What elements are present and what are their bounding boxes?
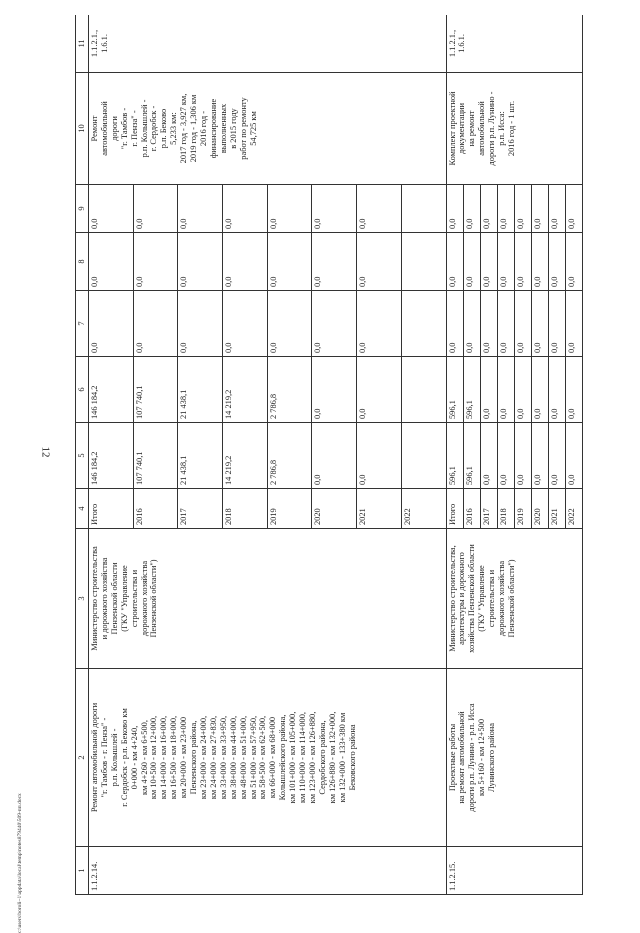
amount-cell: 0,0: [89, 233, 134, 291]
item-indicator: 1.1.2.1., 1.6.1.: [89, 15, 447, 73]
column-number: 1: [76, 847, 89, 895]
amount-cell: 0,0: [531, 357, 548, 423]
amount-cell: 107 740,1: [133, 357, 178, 423]
amount-cell: [401, 233, 446, 291]
footer-file-path: c:\users\boroli~1\appdata\local\temp\notes879440\509-пп.docx: [17, 793, 23, 933]
amount-cell: 0,0: [312, 291, 357, 357]
amount-cell: [401, 185, 446, 233]
amount-cell: 0,0: [267, 233, 312, 291]
amount-cell: 0,0: [133, 185, 178, 233]
amount-cell: 0,0: [357, 233, 402, 291]
amount-cell: 0,0: [446, 233, 463, 291]
amount-cell: 0,0: [267, 291, 312, 357]
amount-cell: 0,0: [565, 357, 582, 423]
year-cell: Итого: [446, 489, 463, 529]
amount-cell: 0,0: [514, 233, 531, 291]
amount-cell: 0,0: [497, 357, 514, 423]
amount-cell: 107 740,1: [133, 423, 178, 489]
amount-cell: 0,0: [223, 185, 268, 233]
amount-cell: 0,0: [531, 291, 548, 357]
amount-cell: 0,0: [497, 185, 514, 233]
amount-cell: 0,0: [357, 291, 402, 357]
amount-cell: 0,0: [357, 185, 402, 233]
year-cell: 2016: [133, 489, 178, 529]
amount-cell: 0,0: [497, 423, 514, 489]
amount-cell: 0,0: [357, 423, 402, 489]
amount-cell: 0,0: [531, 185, 548, 233]
item-indicator: 1.1.2.1., 1.6.1.: [446, 15, 583, 73]
amount-cell: 0,0: [267, 185, 312, 233]
amount-cell: 0,0: [133, 233, 178, 291]
amount-cell: 0,0: [480, 357, 497, 423]
amount-cell: 0,0: [514, 357, 531, 423]
amount-cell: 0,0: [312, 357, 357, 423]
column-number: 8: [76, 233, 89, 291]
amount-cell: 0,0: [531, 423, 548, 489]
item-name: Проектные работы на ремонт автомобильной дороги р.п. Лунино - р.п. Исса км 5+160 - км 12+500 Лунинского района: [446, 669, 583, 847]
page-number: 12: [39, 446, 52, 458]
amount-cell: 146 184,2: [89, 357, 134, 423]
amount-cell: 0,0: [312, 423, 357, 489]
amount-cell: 0,0: [548, 291, 565, 357]
amount-cell: 0,0: [497, 233, 514, 291]
table-row: [446, 15, 463, 895]
amount-cell: 0,0: [463, 233, 480, 291]
amount-cell: 0,0: [480, 185, 497, 233]
amount-cell: 0,0: [480, 291, 497, 357]
year-cell: 2020: [312, 489, 357, 529]
amount-cell: 0,0: [357, 357, 402, 423]
item-result: Комплект проектной документации на ремонт автомобильной дороги р.п. Лунино - р.п. Исса: 2016 год - 1 шт.: [446, 73, 583, 185]
header-row: [76, 15, 89, 895]
year-cell: 2018: [223, 489, 268, 529]
amount-cell: 596,1: [446, 357, 463, 423]
year-cell: 2021: [357, 489, 402, 529]
column-number: 2: [76, 669, 89, 847]
amount-cell: 2 786,8: [267, 357, 312, 423]
column-number: 5: [76, 423, 89, 489]
amount-cell: 0,0: [514, 291, 531, 357]
column-number: 3: [76, 529, 89, 669]
item-executor: Министерство строительства, архитектуры и дорожного хозяйства Пензенской области (ГКУ "Управление строительства и дорожного хозяйства Пензенской области"): [446, 529, 583, 669]
amount-cell: 0,0: [531, 233, 548, 291]
column-number: 9: [76, 185, 89, 233]
year-cell: 2016: [463, 489, 480, 529]
amount-cell: 2 786,8: [267, 423, 312, 489]
amount-cell: 0,0: [565, 233, 582, 291]
amount-cell: 0,0: [446, 291, 463, 357]
amount-cell: 21 438,1: [178, 357, 223, 423]
amount-cell: 0,0: [446, 185, 463, 233]
item-name: Ремонт автомобильной дороги "г. Тамбов - г. Пенза" - р.п. Колышлей - г. Сердобск - р.п. Бековo км 0+000 - км 4+240, км 4+260 - км 6+500, км 10+500 - км 12+000, км 14+000 - км 16+000, км 16+500 - км 18+000, км 20+000 - км 23+000 Пензенского района, км 23+000 - км 24+000, км 24+000 - км 27+830, км 33+000 - км 33+950, км 38+000 - км 44+000, км 48+000 - км 51+000, км 51+000 - км 57+950, км 58+500 - км 62+500, км 66+000 - км 68+000 Колышлейского района, км 101+000 - км 105+000, км 110+000 - км 114+000, км 123+000 - км 126+880, Сердобского района, км 126+880 - км 132+000, км 132+000 - 133+380 км Бековского района: [89, 669, 447, 847]
year-cell: 2020: [531, 489, 548, 529]
amount-cell: 0,0: [480, 233, 497, 291]
item-code: 1.1.2.15.: [446, 847, 583, 895]
amount-cell: 0,0: [565, 291, 582, 357]
amount-cell: 0,0: [178, 291, 223, 357]
column-number: 11: [76, 15, 89, 73]
amount-cell: 0,0: [178, 233, 223, 291]
amount-cell: 14 219,2: [223, 357, 268, 423]
year-cell: 2019: [514, 489, 531, 529]
amount-cell: 596,1: [463, 357, 480, 423]
amount-cell: 146 184,2: [89, 423, 134, 489]
amount-cell: 0,0: [514, 185, 531, 233]
amount-cell: 0,0: [178, 185, 223, 233]
amount-cell: 0,0: [548, 423, 565, 489]
amount-cell: 0,0: [497, 291, 514, 357]
amount-cell: [401, 357, 446, 423]
amount-cell: 0,0: [480, 423, 497, 489]
program-table: [75, 15, 583, 895]
amount-cell: 596,1: [446, 423, 463, 489]
year-cell: 2022: [565, 489, 582, 529]
amount-cell: 21 438,1: [178, 423, 223, 489]
column-number: 7: [76, 291, 89, 357]
amount-cell: 0,0: [514, 423, 531, 489]
column-number: 6: [76, 357, 89, 423]
amount-cell: 0,0: [89, 185, 134, 233]
amount-cell: 0,0: [223, 291, 268, 357]
year-cell: 2017: [178, 489, 223, 529]
amount-cell: 0,0: [565, 185, 582, 233]
year-cell: 2022: [401, 489, 446, 529]
amount-cell: 0,0: [463, 291, 480, 357]
amount-cell: 596,1: [463, 423, 480, 489]
amount-cell: 0,0: [312, 185, 357, 233]
amount-cell: 0,0: [548, 233, 565, 291]
amount-cell: 0,0: [565, 423, 582, 489]
year-cell: 2017: [480, 489, 497, 529]
amount-cell: [401, 423, 446, 489]
column-number: 10: [76, 73, 89, 185]
item-executor: Министерство строительства и дорожного хозяйства Пензенской области (ГКУ "Управление строительства и дорожного хозяйства Пензенской области"): [89, 529, 447, 669]
amount-cell: [401, 291, 446, 357]
year-cell: Итого: [89, 489, 134, 529]
amount-cell: 0,0: [312, 233, 357, 291]
item-result: Ремонт автомобильной дороги "г. Тамбов - г. Пенза" - р.п. Колышлей - г. Сердобск - р.п. Беково 5,233 км: 2017 год - 3,927 км, 2019 год - 1,306 км 2016 год - финансирование выполненных в 2015 году работ по ремонту 54,725 км: [89, 73, 447, 185]
amount-cell: 14 219,2: [223, 423, 268, 489]
amount-cell: 0,0: [548, 357, 565, 423]
amount-cell: 0,0: [223, 233, 268, 291]
column-number: 4: [76, 489, 89, 529]
amount-cell: 0,0: [463, 185, 480, 233]
year-cell: 2021: [548, 489, 565, 529]
amount-cell: 0,0: [133, 291, 178, 357]
amount-cell: 0,0: [548, 185, 565, 233]
item-code: 1.1.2.14.: [89, 847, 447, 895]
year-cell: 2019: [267, 489, 312, 529]
rotated-table-area: [75, 15, 583, 895]
amount-cell: 0,0: [89, 291, 134, 357]
year-cell: 2018: [497, 489, 514, 529]
table-row: [89, 15, 134, 895]
